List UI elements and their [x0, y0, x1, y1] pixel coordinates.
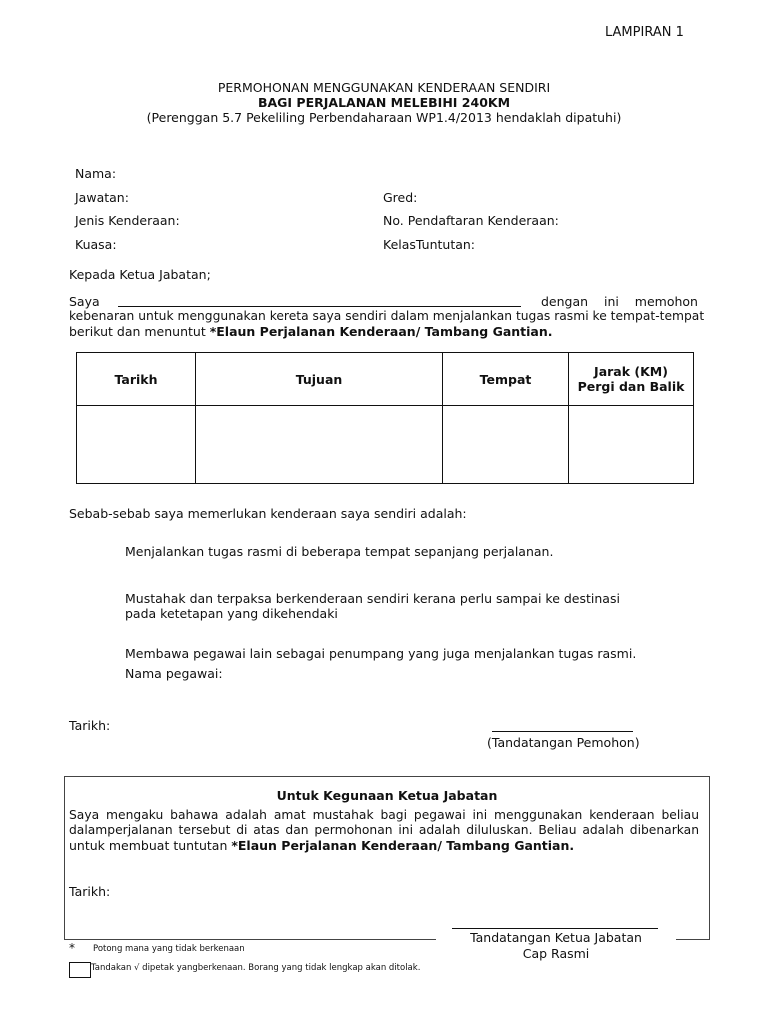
col-jarak-line1: Jarak (KM) [594, 364, 668, 379]
letter-line1-end: dengan ini memohon [541, 294, 698, 309]
form-reference: (Perenggan 5.7 Pekeliling Perbendaharaan WP1.4/2013 hendaklah dipatuhi) [146, 110, 622, 125]
table-row [77, 406, 694, 484]
official-title: Untuk Kegunaan Ketua Jabatan [276, 788, 498, 803]
letter-line3 [69, 324, 553, 339]
field-kelas-tuntutan: KelasTuntutan: [383, 237, 476, 252]
letter-saya: Saya [69, 294, 100, 309]
official-tarikh: Tarikh: [69, 884, 111, 899]
letter-line3-text: berikut dan menuntut [69, 324, 210, 339]
reason-3: Membawa pegawai lain sebagai penumpang yang juga menjalankan tugas rasmi. [125, 646, 637, 661]
applicant-tarikh: Tarikh: [69, 718, 111, 733]
reasons-intro: Sebab-sebab saya memerlukan kenderaan saya sendiri adalah: [69, 506, 467, 521]
field-nama: Nama: [75, 166, 117, 181]
footnote-1: Potong mana yang tidak berkenaan [93, 944, 245, 954]
reason-1: Menjalankan tugas rasmi di beberapa tempat sepanjang perjalanan. [125, 544, 554, 559]
official-line3 [69, 838, 574, 853]
field-jawatan: Jawatan: [75, 190, 129, 205]
letter-line3-bold: *Elaun Perjalanan Kenderaan/ Tambang Gantian. [209, 324, 553, 339]
footnote-2: Tandakan √ dipetak yangberkenaan. Borang yang tidak lengkap akan ditolak. [91, 963, 421, 973]
field-gred: Gred: [383, 190, 418, 205]
reason-2-line1: Mustahak dan terpaksa berkenderaan sendiri kerana perlu sampai ke destinasi [125, 591, 620, 606]
lampiran-label: LAMPIRAN 1 [605, 25, 684, 40]
footnote-star: * [69, 941, 75, 955]
official-line3-text: untuk membuat tuntutan [69, 838, 232, 853]
official-line2: dalamperjalanan tersebut di atas dan permohonan ini adalah diluluskan. Beliau adalah dibenarkan [69, 823, 699, 837]
head-signature-label: Tandatangan Ketua Jabatan [436, 930, 676, 945]
col-jarak [569, 353, 694, 406]
applicant-signature-label: (Tandatangan Pemohon) [487, 735, 640, 750]
field-jenis-kenderaan: Jenis Kenderaan: [75, 213, 180, 228]
cell-jarak[interactable] [569, 406, 694, 484]
reason-2-line2: pada ketetapan yang dikehendaki [125, 606, 338, 621]
field-kuasa: Kuasa: [75, 237, 117, 252]
cell-tempat[interactable] [443, 406, 569, 484]
trip-table [76, 352, 694, 484]
form-subtitle: BAGI PERJALANAN MELEBIHI 240KM [257, 95, 511, 110]
col-tarikh: Tarikh [77, 353, 196, 406]
nama-pegawai-label: Nama pegawai: [125, 666, 223, 681]
col-jarak-line2: Pergi dan Balik [577, 379, 685, 394]
table-header-row [77, 353, 694, 406]
official-line3-bold: *Elaun Perjalanan Kenderaan/ Tambang Gantian. [231, 838, 575, 853]
tick-checkbox[interactable] [69, 962, 91, 978]
official-line1: Saya mengaku bahawa adalah amat mustahak bagi pegawai ini menggunakan kenderaan beliau [69, 808, 699, 822]
cap-rasmi-label: Cap Rasmi [522, 946, 590, 961]
cell-tujuan[interactable] [196, 406, 443, 484]
form-title: PERMOHONAN MENGGUNAKAN KENDERAAN SENDIRI [217, 80, 551, 95]
letter-line2: kebenaran untuk menggunakan kereta saya sendiri dalam menjalankan tugas rasmi ke tempat-tempat [69, 309, 705, 323]
applicant-signature-line [492, 731, 633, 732]
col-tempat: Tempat [443, 353, 569, 406]
field-no-pendaftaran: No. Pendaftaran Kenderaan: [383, 213, 559, 228]
salutation: Kepada Ketua Jabatan; [69, 267, 211, 282]
name-blank-line [118, 306, 521, 307]
col-tujuan: Tujuan [196, 353, 443, 406]
cell-tarikh[interactable] [77, 406, 196, 484]
head-signature-line [452, 928, 658, 929]
